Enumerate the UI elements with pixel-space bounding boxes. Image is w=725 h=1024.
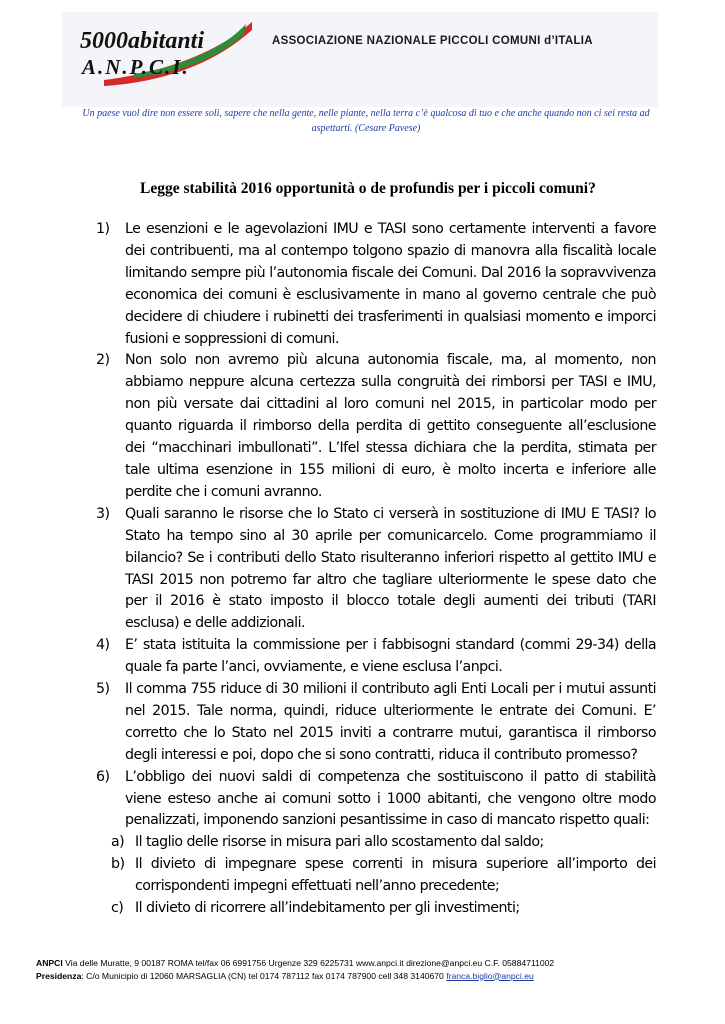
item-text: L’obbligo dei nuovi saldi di competenza che sostituiscono il patto di stabilità viene esteso anche ai comuni sotto i 1000 abitanti, che vengono oltre modo penalizzati, imponendo sanzioni pesantissime in caso di mancato rispetto quali: xyxy=(125,768,656,829)
list-item xyxy=(96,679,656,767)
subitem-text: Il taglio delle risorse in misura pari allo scostamento dal saldo; xyxy=(135,834,544,851)
list-item xyxy=(96,219,656,350)
item-number: 3) xyxy=(96,505,110,522)
subitem-letter: a) xyxy=(111,834,125,851)
subitem-text: Il divieto di impegnare spese correnti in misura superiore all’importo dei corrispondenti impegni effettuati nell’anno precedente; xyxy=(135,856,656,895)
footer-address-text: Via delle Muratte, 9 00187 ROMA tel/fax 06 6991756 Urgenze 329 6225731 www.anpci.it direzione@anpci.eu C.F. 05884711002 xyxy=(62,958,555,968)
sub-list-item xyxy=(96,898,656,920)
subitem-letter: c) xyxy=(111,900,124,917)
list-item xyxy=(96,635,656,679)
footer xyxy=(36,957,696,982)
document-body xyxy=(96,219,656,920)
footer-label-presidency: Presidenza xyxy=(36,970,82,981)
item-number: 5) xyxy=(96,681,110,698)
footer-line-presidency xyxy=(36,970,696,983)
item-text: Le esenzioni e le agevolazioni IMU e TASI sono certamente interventi a favore dei contribuenti, ma al contempo tolgono spazio di manovra alla fiscalità locale limitando sempre più l’autonomia fiscale dei Comuni. Dal 2016 la sopravvivenza economica dei comuni è esclusivamente in mano al governo centrale che può decidere di chiudere i rubinetti dei trasferimenti in qualsiasi momento e imporci fusioni e soppressioni di comuni. xyxy=(125,221,656,347)
anpci-logo xyxy=(74,16,254,92)
item-number: 4) xyxy=(96,637,110,654)
list-item xyxy=(96,350,656,503)
footer-label-anpci: ANPCI xyxy=(36,958,63,968)
item-number: 6) xyxy=(96,768,110,785)
association-name: ASSOCIAZIONE NAZIONALE PICCOLI COMUNI d’ITALIA xyxy=(272,35,593,47)
item-text: Non solo non avremo più alcuna autonomia fiscale, ma, al momento, non abbiamo neppure alcuna certezza sulla congruità dei rimborsi per TASI e IMU, non più versate dai cittadini al loro comuni nel 2015, in particolar modo per quanto riguarda il rimborso della perdita di gettito conseguente all’esclusione dei “macchinari imbullonati”. L’Ifel stessa dichiara che la perdita, stimata per tale ultima esenzione in 155 milioni di euro, è molto incerta e inferiore alle perdite che i comuni avranno. xyxy=(125,352,656,500)
item-number: 2) xyxy=(96,352,110,369)
item-number: 1) xyxy=(96,221,110,237)
list-item xyxy=(96,767,656,833)
sub-list-item xyxy=(96,832,656,854)
document-title: Legge stabilità 2016 opportunità o de profundis per i piccoli comuni? xyxy=(140,180,596,197)
list-item xyxy=(96,504,656,635)
motto-quote: Un paese vuol dire non essere soli, sapere che nella gente, nelle piante, nella terra c’è qualcosa di tuo e che anche quando non ci sei resta ad aspettarti. (Cesare Pavese) xyxy=(82,108,650,134)
item-text: Il comma 755 riduce di 30 milioni il contributo agli Enti Locali per i mutui assunti nel 2015. Tale norma, quindi, riduce ulteriormente le entrate dei Comuni. E’ corretto che lo Stato nel 2015 inviti a contrarre mutui, garantisca il rimborso degli interessi e poi, dopo che si sono contratti, riduca il contributo promesso? xyxy=(125,681,656,763)
footer-presidency-text: : C/o Municipio di 12060 MARSAGLIA (CN) tel 0174 787112 fax 0174 787900 cell 348 3140670 xyxy=(81,970,447,981)
subitem-text: Il divieto di ricorrere all’indebitamento per gli investimenti; xyxy=(135,900,520,917)
footer-email-link[interactable]: franca.biglio@anpci.eu xyxy=(446,970,534,981)
subitem-letter: b) xyxy=(111,856,125,873)
sub-list-item xyxy=(96,854,656,898)
item-text: Quali saranno le risorse che lo Stato ci verserà in sostituzione di IMU E TASI? lo Stato ha tempo sino al 30 aprile per comunicarcelo. Come programmiamo il bilancio? Se i contributi dello Stato risulteranno inferiori rispetto al gettito IMU e TASI 2015 non potremo far altro che tagliare ulteriormente le spese dato che per il 2016 è stato imposto il blocco totale degli aumenti dei tributi (TARI esclusa) e delle addizionali. xyxy=(125,505,656,632)
logo-text-bottom: A.N.P.C.I. xyxy=(82,55,190,79)
logo-text-top: 5000abitanti xyxy=(80,28,205,54)
item-text: E’ stata istituita la commissione per i fabbisogni standard (commi 29-34) della quale fa parte l’anci, ovviamente, e viene esclusa l’anpci. xyxy=(125,637,656,676)
footer-line-address xyxy=(36,957,696,970)
